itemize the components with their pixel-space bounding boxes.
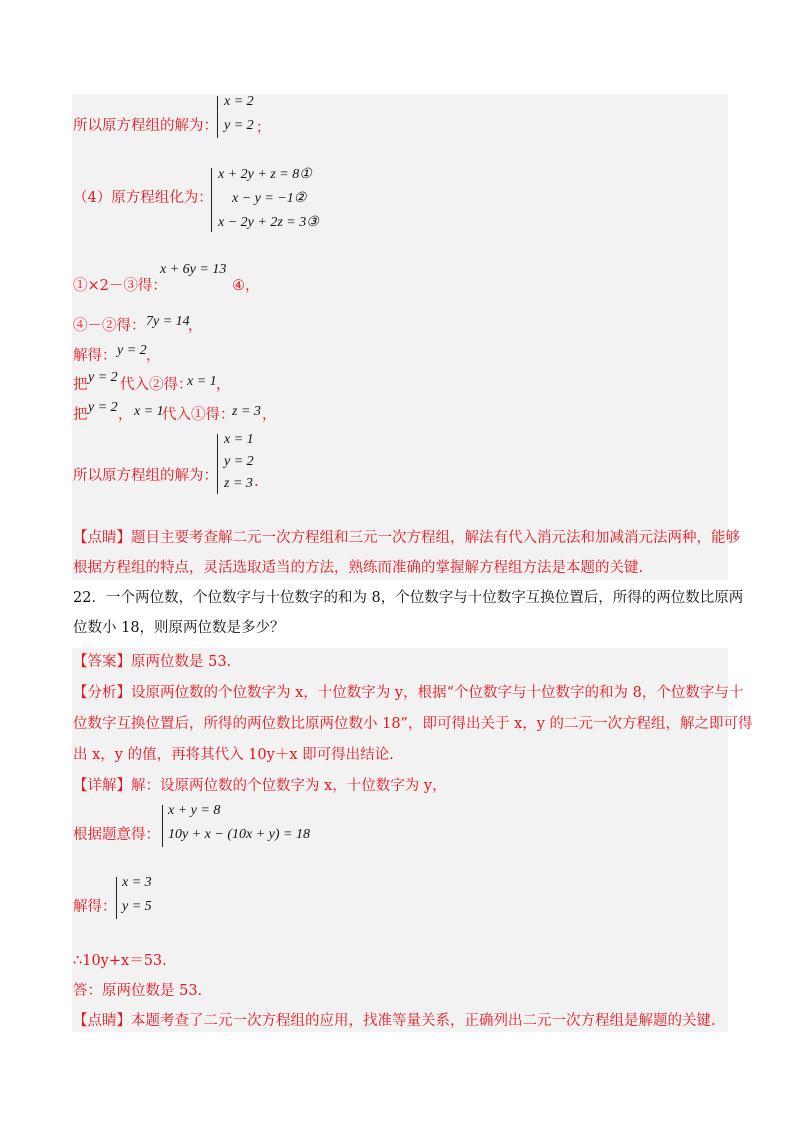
equation: z = 3 [224, 476, 253, 491]
equation: x = 2 [224, 94, 254, 109]
solve-label: 解得： [73, 899, 117, 915]
punctuation: ， [188, 318, 203, 334]
answer: 【答案】原两位数是 53. [73, 654, 232, 670]
comment-line-1: 【点睛】题目主要考查解二元一次方程组和三元一次方程组，解法有代入消元法和加减消元法两种，能够 [73, 530, 740, 546]
punctuation: ④， [232, 278, 260, 294]
equation-2: x − y = −1② [232, 191, 307, 206]
step-text: 把 [73, 407, 88, 423]
equation: x = 1 [187, 374, 217, 389]
equation: 10y + x − (10x + y) = 18 [168, 827, 310, 842]
equation: y = 5 [122, 899, 152, 914]
equation: 7y = 14 [146, 314, 190, 329]
brace [217, 434, 218, 494]
solution-label-2: 所以原方程组的解为： [73, 468, 218, 484]
brace [211, 168, 212, 232]
detail-label: 根据题意得： [73, 827, 160, 843]
part4-label: （4）原方程组化为： [73, 190, 213, 206]
equation: y = 2 [88, 370, 118, 385]
analysis-line-3: 出 x，y 的值，再将其代入 10y＋x 即可得出结论. [73, 747, 394, 763]
step-text: 代入①得： [162, 407, 235, 423]
punctuation: ， [146, 348, 161, 364]
step-label: ①×2－③得： [73, 278, 167, 294]
analysis-line-1: 【分析】设原两位数的个位数字为 x，十位数字为 y，根据“个位数字与十位数字的和为 8，个位数字与十 [73, 685, 744, 701]
punctuation: ， [216, 377, 231, 393]
equation: y = 2 [117, 343, 147, 358]
equation: x = 3 [122, 875, 152, 890]
equation: x + 6y = 13 [160, 262, 227, 277]
equation: y = 2 [224, 118, 254, 133]
question-line-2: 位数小 18，则原两位数是多少？ [73, 620, 285, 636]
equation: y = 2 [88, 400, 118, 415]
brace [217, 96, 218, 138]
punctuation: ； [256, 120, 271, 136]
punctuation: . [254, 474, 259, 490]
question-line-1: 22．一个两位数，个位数字与十位数字的和为 8，个位数字与十位数字互换位置后，所得的两位数比原两 [73, 590, 744, 606]
detail-line-1: 【详解】解：设原两位数的个位数字为 x，十位数字为 y， [73, 778, 447, 794]
final-answer: 答：原两位数是 53. [73, 983, 203, 999]
therefore-line: ∴10y+x＝53. [73, 953, 167, 969]
step-text: 把 [73, 377, 88, 393]
equation: x = 1 [224, 432, 254, 447]
punctuation: ， [262, 407, 277, 423]
equation-3: x − 2y + 2z = 3③ [218, 215, 319, 230]
step-label: 解得： [73, 348, 117, 364]
solution-label-1: 所以原方程组的解为： [73, 118, 218, 134]
step-label: ④－②得： [73, 318, 146, 334]
brace [162, 805, 163, 847]
comment-2: 【点睛】本题考查了二元一次方程组的应用，找准等量关系，正确列出二元一次方程组是解题的关键. [73, 1013, 716, 1029]
equation: x + y = 8 [168, 803, 221, 818]
equation: x = 1 [134, 404, 164, 419]
punctuation: ， [118, 407, 133, 423]
comment-line-2: 根据方程组的特点，灵活选取适当的方法，熟练而准确的掌握解方程组方法是本题的关键. [73, 560, 644, 576]
equation: y = 2 [224, 454, 254, 469]
analysis-line-2: 位数字互换位置后，所得的两位数比原两位数小 18”，即可得出关于 x，y 的二元一次方程组，解之即可得 [73, 716, 753, 732]
shaded-block-1 [72, 94, 728, 580]
brace [116, 877, 117, 919]
step-text: 代入②得： [120, 377, 193, 393]
equation: z = 3 [232, 404, 261, 419]
equation-1: x + 2y + z = 8① [218, 167, 312, 182]
